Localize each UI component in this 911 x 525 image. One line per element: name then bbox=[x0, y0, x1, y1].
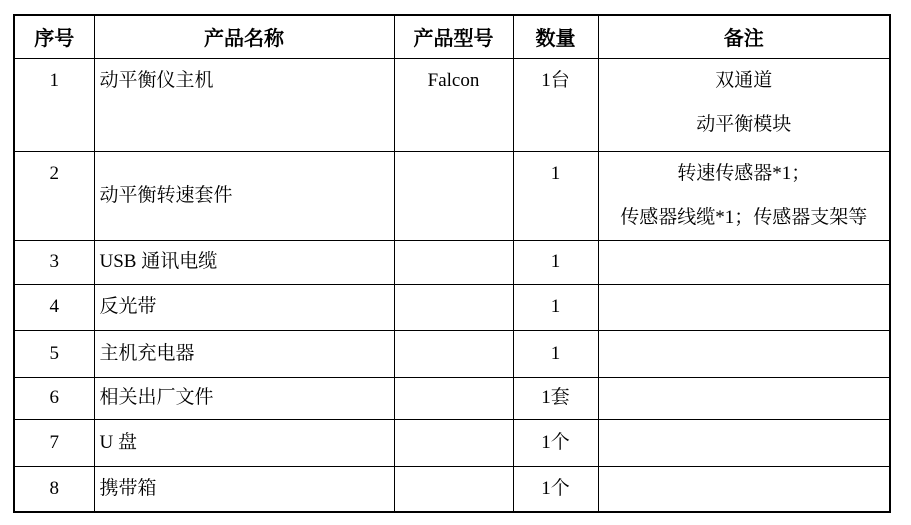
cell-product-model bbox=[394, 240, 513, 284]
cell-product-name: 反光带 bbox=[94, 284, 394, 330]
cell-product-model: Falcon bbox=[394, 58, 513, 151]
cell-remarks bbox=[598, 58, 890, 151]
table-row bbox=[14, 58, 890, 151]
table-row bbox=[14, 284, 890, 330]
cell-product-name: 携带箱 bbox=[94, 466, 394, 512]
cell-quantity: 1 bbox=[513, 151, 598, 240]
cell-remarks bbox=[598, 240, 890, 284]
cell-product-model bbox=[394, 284, 513, 330]
cell-quantity: 1 bbox=[513, 284, 598, 330]
cell-serial: 5 bbox=[14, 330, 94, 377]
cell-quantity: 1 bbox=[513, 240, 598, 284]
cell-remarks bbox=[598, 377, 890, 419]
cell-product-name: 主机充电器 bbox=[94, 330, 394, 377]
cell-quantity: 1个 bbox=[513, 419, 598, 466]
remark-line: 转速传感器*1； bbox=[677, 162, 811, 184]
cell-product-model bbox=[394, 466, 513, 512]
cell-product-model bbox=[394, 377, 513, 419]
remark-line: 双通道 bbox=[715, 69, 773, 91]
cell-remarks bbox=[598, 151, 890, 240]
cell-serial: 4 bbox=[14, 284, 94, 330]
cell-serial: 1 bbox=[14, 58, 94, 151]
table-row bbox=[14, 466, 890, 512]
table-row bbox=[14, 377, 890, 419]
column-header-quantity: 数量 bbox=[513, 15, 598, 58]
cell-serial: 6 bbox=[14, 377, 94, 419]
cell-remarks bbox=[598, 466, 890, 512]
cell-serial: 2 bbox=[14, 151, 94, 240]
cell-serial: 3 bbox=[14, 240, 94, 284]
cell-product-model bbox=[394, 419, 513, 466]
cell-product-name: U 盘 bbox=[94, 419, 394, 466]
cell-product-name: 动平衡仪主机 bbox=[94, 58, 394, 151]
cell-serial: 7 bbox=[14, 419, 94, 466]
cell-remarks bbox=[598, 419, 890, 466]
cell-product-model bbox=[394, 151, 513, 240]
cell-product-name: 动平衡转速套件 bbox=[94, 151, 394, 240]
cell-product-name: 相关出厂文件 bbox=[94, 377, 394, 419]
cell-product-model bbox=[394, 330, 513, 377]
column-header-serial: 序号 bbox=[14, 15, 94, 58]
column-header-remarks: 备注 bbox=[598, 15, 890, 58]
product-list-table bbox=[13, 14, 891, 513]
table-row bbox=[14, 419, 890, 466]
cell-remarks bbox=[598, 330, 890, 377]
cell-quantity: 1台 bbox=[513, 58, 598, 151]
table-row bbox=[14, 151, 890, 240]
table-row bbox=[14, 330, 890, 377]
cell-quantity: 1 bbox=[513, 330, 598, 377]
column-header-product-name: 产品名称 bbox=[94, 15, 394, 58]
cell-quantity: 1个 bbox=[513, 466, 598, 512]
column-header-product-model: 产品型号 bbox=[394, 15, 513, 58]
cell-remarks bbox=[598, 284, 890, 330]
remark-line: 动平衡模块 bbox=[696, 113, 792, 135]
cell-serial: 8 bbox=[14, 466, 94, 512]
table-row bbox=[14, 240, 890, 284]
cell-product-name: USB 通讯电缆 bbox=[94, 240, 394, 284]
remark-line: 传感器线缆*1；传感器支架等 bbox=[620, 206, 868, 228]
cell-quantity: 1套 bbox=[513, 377, 598, 419]
header-row bbox=[14, 15, 890, 58]
